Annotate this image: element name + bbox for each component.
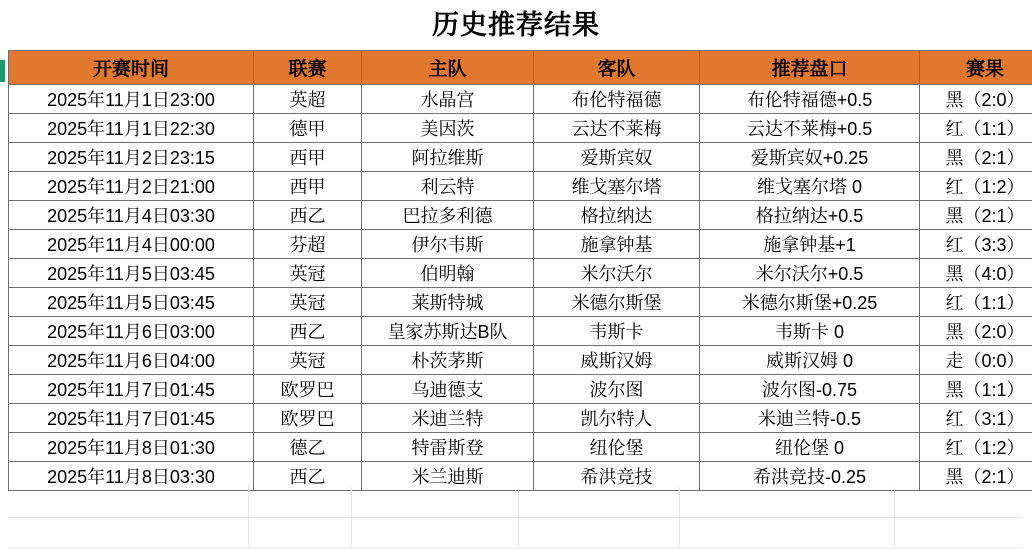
cell-league: 英超 <box>254 85 362 114</box>
selection-marker <box>0 60 5 82</box>
grid-line <box>679 518 680 548</box>
cell-result: 红（1:1） <box>920 114 1032 143</box>
grid-line <box>894 518 895 548</box>
table-header-row <box>9 51 1032 85</box>
cell-odds: 米迪兰特-0.5 <box>700 404 920 433</box>
cell-league: 欧罗巴 <box>254 375 362 404</box>
cell-league: 芬超 <box>254 230 362 259</box>
results-table <box>8 50 1032 491</box>
cell-home: 巴拉多利德 <box>362 201 534 230</box>
table-row <box>9 230 1032 259</box>
cell-time: 2025年11月2日21:00 <box>9 172 254 201</box>
cell-odds: 布伦特福德+0.5 <box>700 85 920 114</box>
grid-line <box>894 487 895 517</box>
cell-away: 米尔沃尔 <box>534 259 700 288</box>
cell-away: 波尔图 <box>534 375 700 404</box>
cell-result: 红（3:3） <box>920 230 1032 259</box>
grid-line <box>248 518 249 548</box>
cell-time: 2025年11月6日04:00 <box>9 346 254 375</box>
cell-league: 西甲 <box>254 172 362 201</box>
cell-time: 2025年11月4日00:00 <box>9 230 254 259</box>
cell-time: 2025年11月8日01:30 <box>9 433 254 462</box>
cell-away: 爱斯宾奴 <box>534 143 700 172</box>
table-row <box>9 433 1032 462</box>
cell-odds: 波尔图-0.75 <box>700 375 920 404</box>
grid-line <box>518 518 519 548</box>
cell-time: 2025年11月8日03:30 <box>9 462 254 491</box>
cell-odds: 米尔沃尔+0.5 <box>700 259 920 288</box>
cell-time: 2025年11月7日01:45 <box>9 375 254 404</box>
cell-home: 皇家苏斯达B队 <box>362 317 534 346</box>
grid-line <box>679 487 680 517</box>
cell-odds: 爱斯宾奴+0.25 <box>700 143 920 172</box>
empty-row <box>8 518 1022 549</box>
column-header-league: 联赛 <box>254 51 362 85</box>
cell-away: 威斯汉姆 <box>534 346 700 375</box>
cell-league: 英冠 <box>254 346 362 375</box>
cell-result: 黑（2:1） <box>920 143 1032 172</box>
cell-result: 黑（4:0） <box>920 259 1032 288</box>
cell-home: 美因茨 <box>362 114 534 143</box>
grid-line <box>518 487 519 517</box>
cell-odds: 希洪竞技-0.25 <box>700 462 920 491</box>
table-row <box>9 85 1032 114</box>
cell-home: 莱斯特城 <box>362 288 534 317</box>
cell-time: 2025年11月2日23:15 <box>9 143 254 172</box>
column-header-time: 开赛时间 <box>9 51 254 85</box>
cell-home: 米迪兰特 <box>362 404 534 433</box>
column-header-odds: 推荐盘口 <box>700 51 920 85</box>
cell-away: 纽伦堡 <box>534 433 700 462</box>
cell-away: 格拉纳达 <box>534 201 700 230</box>
cell-result: 黑（2:1） <box>920 462 1032 491</box>
cell-odds: 韦斯卡 0 <box>700 317 920 346</box>
cell-home: 利云特 <box>362 172 534 201</box>
cell-time: 2025年11月1日23:00 <box>9 85 254 114</box>
cell-league: 英冠 <box>254 259 362 288</box>
cell-odds: 维戈塞尔塔 0 <box>700 172 920 201</box>
cell-home: 乌迪德支 <box>362 375 534 404</box>
table-row <box>9 259 1032 288</box>
table-row <box>9 114 1032 143</box>
cell-away: 布伦特福德 <box>534 85 700 114</box>
cell-odds: 米德尔斯堡+0.25 <box>700 288 920 317</box>
cell-result: 红（1:2） <box>920 172 1032 201</box>
cell-home: 朴茨茅斯 <box>362 346 534 375</box>
table-row <box>9 143 1032 172</box>
grid-line <box>351 487 352 517</box>
cell-result: 走（0:0） <box>920 346 1032 375</box>
cell-odds: 威斯汉姆 0 <box>700 346 920 375</box>
cell-time: 2025年11月5日03:45 <box>9 288 254 317</box>
cell-odds: 云达不莱梅+0.5 <box>700 114 920 143</box>
cell-home: 伊尔韦斯 <box>362 230 534 259</box>
column-header-result: 赛果 <box>920 51 1032 85</box>
cell-league: 西乙 <box>254 462 362 491</box>
cell-odds: 施拿钟基+1 <box>700 230 920 259</box>
cell-odds: 格拉纳达+0.5 <box>700 201 920 230</box>
cell-result: 红（3:1） <box>920 404 1032 433</box>
cell-odds: 纽伦堡 0 <box>700 433 920 462</box>
cell-away: 米德尔斯堡 <box>534 288 700 317</box>
cell-away: 希洪竞技 <box>534 462 700 491</box>
cell-league: 西乙 <box>254 317 362 346</box>
cell-league: 欧罗巴 <box>254 404 362 433</box>
cell-result: 黑（2:0） <box>920 317 1032 346</box>
cell-result: 黑（2:1） <box>920 201 1032 230</box>
cell-league: 德甲 <box>254 114 362 143</box>
cell-time: 2025年11月7日01:45 <box>9 404 254 433</box>
empty-row <box>8 487 1022 518</box>
cell-away: 云达不莱梅 <box>534 114 700 143</box>
cell-home: 伯明翰 <box>362 259 534 288</box>
cell-league: 西乙 <box>254 201 362 230</box>
table-row <box>9 317 1032 346</box>
table-row <box>9 201 1032 230</box>
column-header-away: 客队 <box>534 51 700 85</box>
cell-away: 施拿钟基 <box>534 230 700 259</box>
table-row <box>9 288 1032 317</box>
column-header-home: 主队 <box>362 51 534 85</box>
page-title: 历史推荐结果 <box>432 10 600 40</box>
cell-result: 黑（1:1） <box>920 375 1032 404</box>
cell-away: 韦斯卡 <box>534 317 700 346</box>
grid-line <box>248 487 249 517</box>
cell-time: 2025年11月5日03:45 <box>9 259 254 288</box>
cell-league: 英冠 <box>254 288 362 317</box>
cell-time: 2025年11月4日03:30 <box>9 201 254 230</box>
cell-result: 黑（2:0） <box>920 85 1032 114</box>
table-body <box>9 85 1032 491</box>
cell-result: 红（1:2） <box>920 433 1032 462</box>
cell-away: 维戈塞尔塔 <box>534 172 700 201</box>
table-row <box>9 404 1032 433</box>
cell-time: 2025年11月6日03:00 <box>9 317 254 346</box>
cell-home: 米兰迪斯 <box>362 462 534 491</box>
cell-away: 凯尔特人 <box>534 404 700 433</box>
cell-result: 红（1:1） <box>920 288 1032 317</box>
sheet-left-edge <box>0 0 6 549</box>
cell-time: 2025年11月1日22:30 <box>9 114 254 143</box>
table-row <box>9 172 1032 201</box>
cell-home: 特雷斯登 <box>362 433 534 462</box>
table-row <box>9 375 1032 404</box>
cell-league: 西甲 <box>254 143 362 172</box>
table-row <box>9 346 1032 375</box>
grid-line <box>351 518 352 548</box>
cell-league: 德乙 <box>254 433 362 462</box>
empty-grid-area <box>8 487 1022 549</box>
cell-home: 水晶宫 <box>362 85 534 114</box>
cell-home: 阿拉维斯 <box>362 143 534 172</box>
